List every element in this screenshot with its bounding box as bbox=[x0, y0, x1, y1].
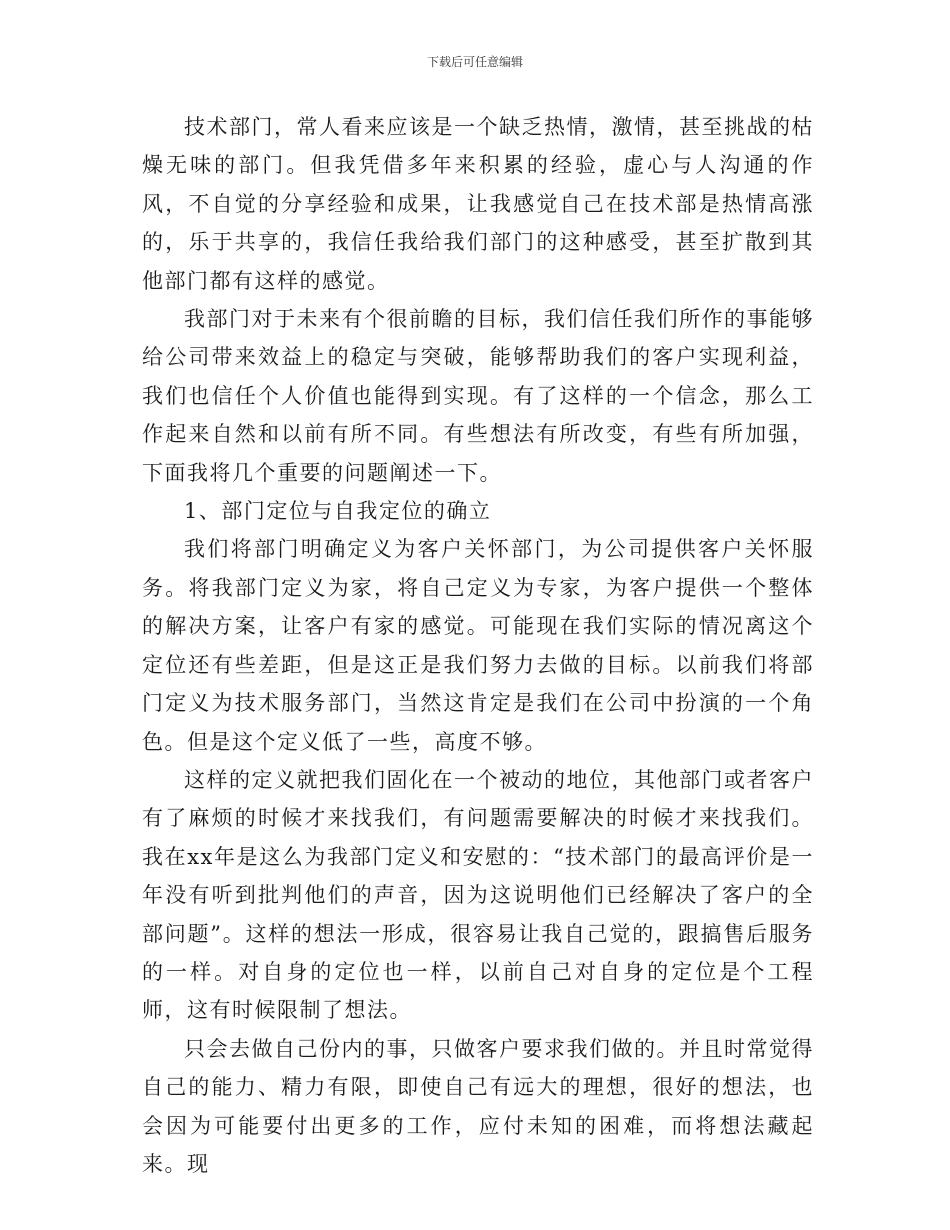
paragraph: 只会去做自己份内的事，只做客户要求我们做的。并且时常觉得自己的能力、精力有限，即使自己有远大的理想，很好的想法，也会因为可能要付出更多的工作，应付未知的困难，而将想法藏起来。现 bbox=[142, 1036, 814, 1176]
section-heading: 1、部门定位与自我定位的确立 bbox=[184, 499, 492, 524]
paragraph: 这样的定义就把我们固化在一个被动的地位，其他部门或者客户有了麻烦的时候才来找我们，有问题需要解决的时候才来找我们。我在xx年是这么为我部门定义和安慰的：“技术部门的最高评价是一年没有听到批判他们的声音，因为这说明他们已经解决了客户的全部问题”。这样的想法一形成，很容易让我自己觉的，跟搞售后服务的一样。对自身的定位也一样，以前自己对自身的定位是个工程师，这有时候限制了想法。 bbox=[142, 767, 814, 1023]
paragraph: 技术部门，常人看来应该是一个缺乏热情，激情，甚至挑战的枯燥无味的部门。但我凭借多年来积累的经验，虚心与人沟通的作风，不自觉的分享经验和成果，让我感觉自己在技术部是热情高涨的，乐于共享的，我信任我给我们部门的这种感受，甚至扩散到其他部门都有这样的感觉。 bbox=[142, 115, 814, 293]
paragraph: 我们将部门明确定义为客户关怀部门，为公司提供客户关怀服务。将我部门定义为家，将自己定义为专家，为客户提供一个整体的解决方案，让客户有家的感觉。可能现在我们实际的情况离这个定位还有些差距，但是这正是我们努力去做的目标。以前我们将部门定义为技术服务部门，当然这肯定是我们在公司中扮演的一个角色。但是这个定义低了一些，高度不够。 bbox=[142, 537, 814, 754]
page-header: 下载后可任意编辑 bbox=[426, 55, 523, 69]
document-body bbox=[142, 108, 814, 1183]
paragraph: 我部门对于未来有个很前瞻的目标，我们信任我们所作的事能够给公司带来效益上的稳定与突破，能够帮助我们的客户实现利益，我们也信任个人价值也能得到实现。有了这样的一个信念，那么工作起来自然和以前有所不同。有些想法有所改变，有些有所加强，下面我将几个重要的问题阐述一下。 bbox=[142, 307, 814, 485]
